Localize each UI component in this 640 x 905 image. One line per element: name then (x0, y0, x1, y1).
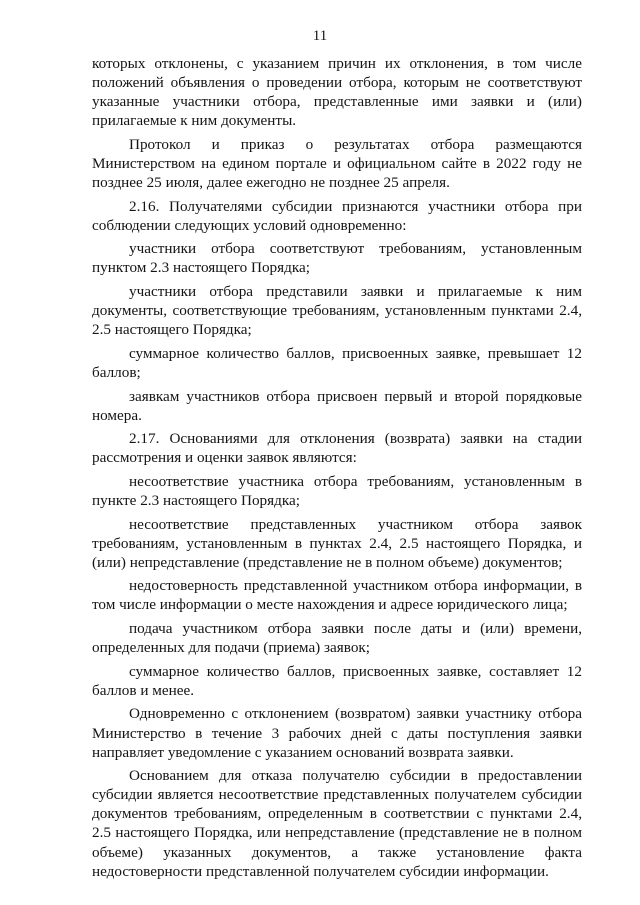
condition-documents-2-4-2-5: участники отбора представили заявки и прилагаемые к ним документы, соответствующие требованиям, установленным пунктами 2.4, 2.5 настоящего Порядка; (92, 283, 582, 339)
paragraph-protocol-publication: Протокол и приказ о результатах отбора размещаются Министерством на едином портале и официальном сайте в 2022 году не позднее 25 июля, далее ежегодно не позднее 25 апреля. (92, 135, 582, 192)
condition-score-over-12: суммарное количество баллов, присвоенных заявке, превышает 12 баллов; (92, 344, 582, 381)
ground-documents-noncompliance: несоответствие представленных участником отбора заявок требованиям, установленным в пунктах 2.4, 2.5 настоящего Порядка, и (или) непредставление (представление не в полном объеме) документов; (92, 515, 582, 571)
ground-false-information: недостоверность представленной участником отбора информации, в том числе информации о месте нахождения и адресе юридического лица; (92, 577, 582, 614)
document-body (92, 54, 582, 885)
page-number: 11 (312, 28, 328, 44)
paragraph-refusal-grounds: Основанием для отказа получателю субсидии в предоставлении субсидии является несоответствие представленных получателем субсидии документов требованиям, определенным в соответствии с пунктами 2.4, 2.5 настоящего Порядка, или непредставление (представление не в полном объеме) указанных документов, а также установление факта недостоверности представленной получателем субсидии информации. (92, 767, 582, 880)
paragraph-2-17-rejection-grounds: 2.17. Основаниями для отклонения (возврата) заявки на стадии рассмотрения и оценки заявок являются: (92, 430, 582, 467)
ground-participant-noncompliance: несоответствие участника отбора требованиям, установленным в пункте 2.3 настоящего Порядка; (92, 472, 582, 509)
ground-score-12-or-less: суммарное количество баллов, присвоенных заявке, составляет 12 баллов и менее. (92, 662, 582, 699)
condition-requirements-2-3: участники отбора соответствуют требованиям, установленным пунктом 2.3 настоящего Порядка; (92, 240, 582, 277)
ground-late-submission: подача участником отбора заявки после даты и (или) времени, определенных для подачи (приема) заявок; (92, 620, 582, 657)
condition-first-second-rank: заявкам участников отбора присвоен первый и второй порядковые номера. (92, 387, 582, 424)
paragraph-2-16-recipients: 2.16. Получателями субсидии признаются участники отбора при соблюдении следующих условий одновременно: (92, 197, 582, 234)
paragraph-rejection-notice: Одновременно с отклонением (возвратом) заявки участнику отбора Министерство в течение 3 рабочих дней с даты поступления заявки направляет уведомление с указанием оснований возврата заявки. (92, 705, 582, 761)
paragraph-rejected-applications-continuation: которых отклонены, с указанием причин их отклонения, в том числе положений объявления о проведении отбора, которым не соответствуют указанные участники отбора, представленные ими заявки и (или) прилагаемые к ним документы. (92, 55, 582, 130)
